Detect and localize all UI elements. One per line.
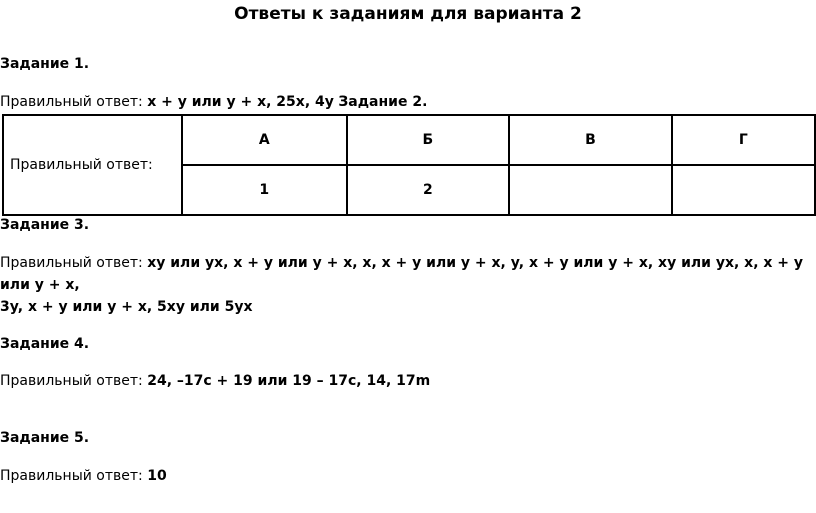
task5-answer-value: 10 bbox=[147, 468, 167, 484]
task3-answer-line1: xy или yx, x + y или y + x, x, x + y или y + x, y, x + y или y + x, xy или yx, x, x + y или y + x, bbox=[0, 255, 804, 293]
table-value-cell: 2 bbox=[347, 165, 510, 215]
table-header-cell: В bbox=[509, 115, 672, 165]
table-value-cell: 1 bbox=[182, 165, 347, 215]
table-header-cell: Б bbox=[347, 115, 510, 165]
page-title: Ответы к заданиям для варианта 2 bbox=[234, 4, 582, 24]
task2-answer-table bbox=[2, 114, 816, 216]
task5-answer bbox=[0, 465, 167, 487]
task4-answer bbox=[0, 370, 430, 392]
answer-prefix: Правильный ответ: bbox=[0, 373, 148, 389]
task1-heading: Задание 1. bbox=[0, 56, 90, 72]
task4-answer-value: 24, –17c + 19 или 19 – 17c, 14, 17m bbox=[147, 373, 431, 389]
answer-prefix: Правильный ответ: bbox=[0, 468, 148, 484]
answer-prefix: Правильный ответ: bbox=[0, 94, 148, 110]
task2-heading: Задание 2. bbox=[338, 94, 428, 110]
table-value-cell bbox=[672, 165, 815, 215]
task2-answer-label: Правильный ответ: bbox=[3, 115, 182, 215]
task3-answer bbox=[0, 252, 816, 318]
task1-answer bbox=[0, 91, 427, 113]
answer-prefix: Правильный ответ: bbox=[0, 255, 148, 271]
task1-answer-value: x + y или y + x, 25x, 4y bbox=[147, 94, 334, 110]
task5-heading: Задание 5. bbox=[0, 430, 90, 446]
task3-answer-line2: 3y, x + y или y + x, 5xy или 5yx bbox=[0, 299, 253, 315]
task3-heading: Задание 3. bbox=[0, 217, 90, 233]
task4-heading: Задание 4. bbox=[0, 336, 90, 352]
table-header-cell: А bbox=[182, 115, 347, 165]
table-value-cell bbox=[509, 165, 672, 215]
table-header-cell: Г bbox=[672, 115, 815, 165]
